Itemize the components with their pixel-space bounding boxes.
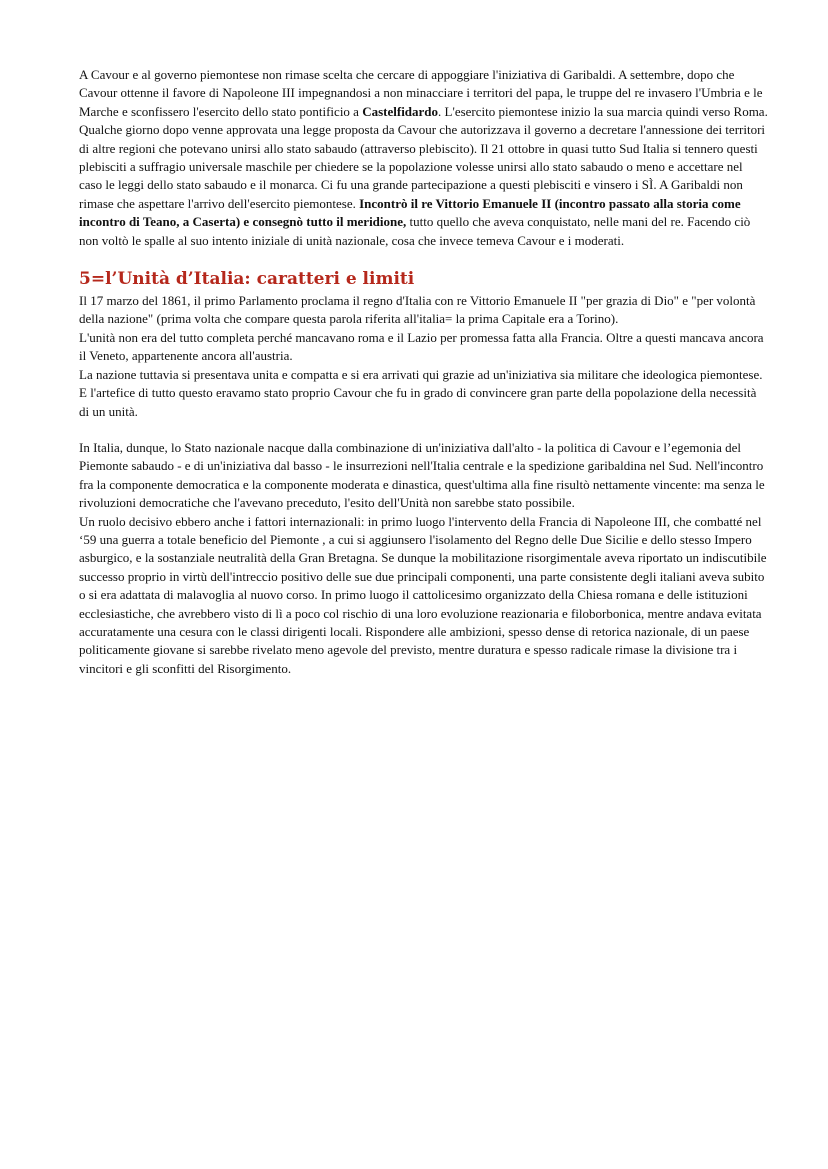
section-paragraph-1: Il 17 marzo del 1861, il primo Parlamento proclama il regno d'Italia con re Vittorio Emanuele II "per grazia di Dio" e "per volontà della nazione" (prima volta che compare questa parola riferita all'italia= la prima Capitale era a Torino). <box>79 293 756 327</box>
section-paragraph-4: In Italia, dunque, lo Stato nazionale nacque dalla combinazione di un'iniziativa dall'alto - la politica di Cavour e l’egemonia del Piemonte sabaudo - e di un'iniziativa dal basso - le insurrezioni nell'Italia centrale e la spedizione garibaldina nel Sud. Nell'incontro fra la componente democratica e la componente moderata e dinastica, quest'ultima alla fine risultò nettamente vincente: ma senza le rivoluzioni democratiche che l'avevano preceduto, l'esito dell'Unità non sarebbe stato possibile. <box>79 439 765 511</box>
intro-text-1: A Cavour e al governo piemontese non rimase scelta che cercare di appoggiare l'iniziativa di Garibaldi. A settembre, dopo che Cavour ottenne il favore di Napoleone III impegnandosi a non minacciare i territori del papa, le truppe del re invasero l'Umbria e le Marche e sconfissero l'esercito dello stato pontificio a <box>79 67 763 119</box>
section-paragraph-2: L'unità non era del tutto completa perché mancavano roma e il Lazio per promessa fatta alla Francia. Oltre a questi mancava ancora il Veneto, appartenente ancora all'austria. <box>79 329 764 364</box>
intro-text-2: . L'esercito piemontese inizio la sua marcia quindi verso Roma. Qualche giorno dopo venne approvata una legge proposta da Cavour che autorizzava il governo a decretare l'annessione dei territori di altre regioni che potevano unirsi allo stato sabaudo (attraverso plebiscito). Il 21 ottobre in quasi tutto Sud Italia si tennero questi plebisciti a suffragio universale maschile per chiedere se la popolazione volesse unirsi allo stato sabaudo o meno e accettare nel caso le leggi dello stato sabaudo e il monarca. Ci fu una grande partecipazione a questi plebisciti e vinsero i SÌ. A Garibaldi non rimase che aspettare l'arrivo dell'esercito piemontese. <box>79 103 768 211</box>
intro-bold-teano: Incontrò il re Vittorio Emanuele II (incontro passato alla storia come incontro di Teano, a Caserta) e consegnò tutto il meridione, <box>79 195 741 230</box>
paragraph-spacer <box>79 421 768 439</box>
intro-bold-castelfidardo: Castelfidardo <box>362 103 439 119</box>
section-paragraph-3: La nazione tuttavia si presentava unita e compatta e si era arrivati qui grazie ad un'iniziativa sia militare che ideologica piemontese. E l'artefice di tutto questo eravamo stato proprio Cavour che fu in grado di convincere gran parte della popolazione della necessità di un unità. <box>79 366 763 419</box>
section-paragraph-5: Un ruolo decisivo ebbero anche i fattori internazionali: in primo luogo l'intervento della Francia di Napoleone III, che combatté nel ‘59 una guerra a totale beneficio del Piemonte , a cui si aggiunsero l'isolamento del Regno delle Due Sicilie e dello stesso Impero asburgico, e la sostanziale neutralità della Gran Bretagna. Se dunque la mobilitazione risorgimentale aveva riportato un indiscutibile successo proprio in virtù dell'intreccio positivo delle sue due principali componenti, una parte consistente degli italiani aveva subito o si era adattata di malavoglia al nuovo corso. In primo luogo il cattolicesimo organizzato della Chiesa romana e delle istituzioni ecclesiastiche, che avrebbero visto di lì a poco col rischio di una loro evoluzione reazionaria e filoborbonica, mentre andava evitata accuratamente una cesura con le classi dirigenti locali. Rispondere alle ambizioni, spesso dense di retorica nazionale, di un paese politicamente giovane si sarebbe rivelato meno agevole del previsto, mentre duratura e spesso radicale rimase la divisione tra i vincitori e gli sconfitti del Risorgimento. <box>79 513 767 676</box>
intro-paragraph <box>79 66 768 250</box>
intro-text-3: tutto quello che aveva conquistato, nelle mani del re. Facendo ciò non voltò le spalle al suo intento iniziale di unità nazionale, cosa che invece temeva Cavour e i moderati. <box>79 214 751 248</box>
section-heading: 5=l’Unità d’Italia: caratteri e limiti <box>79 269 415 290</box>
